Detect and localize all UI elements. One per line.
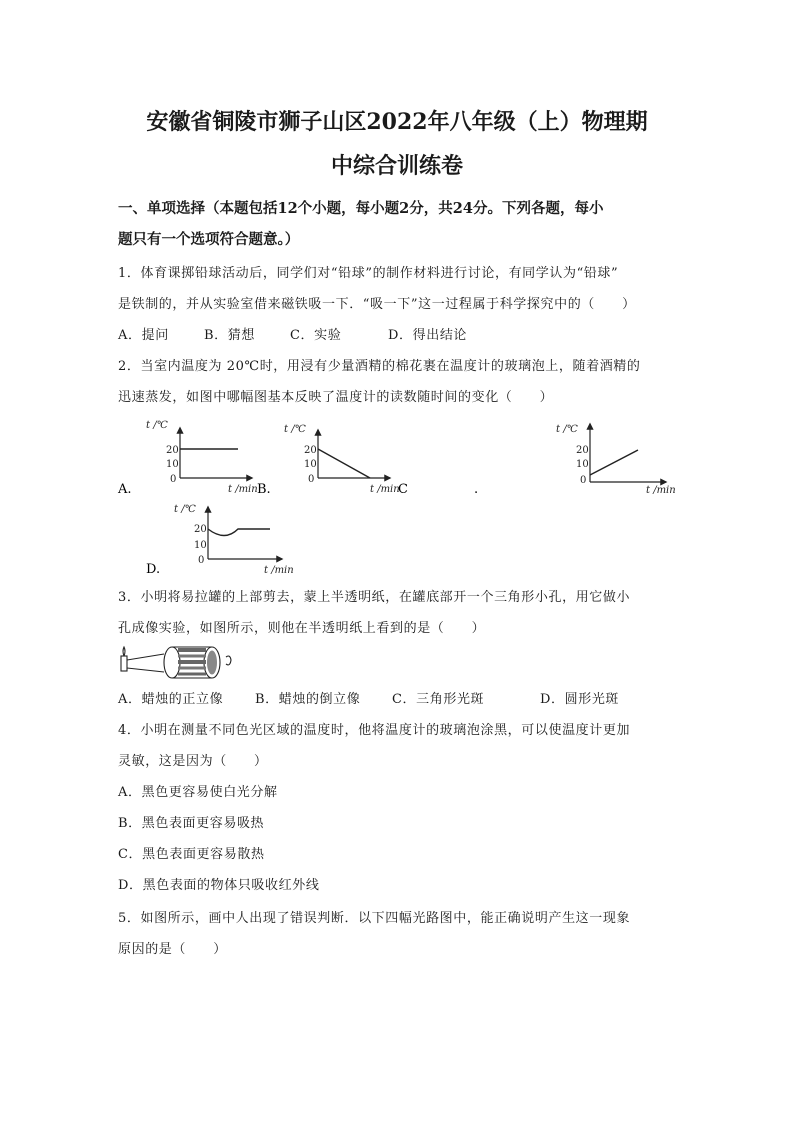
graph-c-tick-0: 0 bbox=[580, 475, 587, 486]
graph-b-tick-10: 10 bbox=[304, 459, 317, 470]
q1-line-2: 是铁制的，并从实验室借来磁铁吸一下．“吸一下”这一过程属于科学探究中的（ ） bbox=[118, 297, 636, 312]
graph-b bbox=[318, 430, 390, 478]
graph-c-x-label: t /min bbox=[646, 485, 676, 496]
section-line-2: 题只有一个选项符合题意。） bbox=[118, 231, 300, 248]
graph-d-tick-20: 20 bbox=[194, 524, 207, 535]
graph-b-tick-0: 0 bbox=[308, 474, 315, 485]
graph-d-tick-10: 10 bbox=[194, 540, 207, 551]
graph-d-x-label: t /min bbox=[264, 565, 294, 576]
title-line-1: 安徽省铜陵市狮子山区2022年八年级（上）物理期 bbox=[146, 109, 648, 135]
graph-b-x-label: t /min bbox=[370, 484, 400, 495]
q3-option-c: C．三角形光斑 bbox=[392, 692, 485, 707]
q3-options bbox=[118, 684, 680, 715]
graph-a-y-label: t /℃ bbox=[146, 420, 168, 431]
graph-a bbox=[180, 428, 252, 478]
q1-option-b: B．猜想 bbox=[204, 328, 255, 343]
can-icon bbox=[164, 647, 220, 678]
light-ray-bottom bbox=[127, 668, 164, 672]
q1-option-d: D．得出结论 bbox=[388, 328, 468, 343]
flame-icon bbox=[123, 647, 125, 656]
option-a-label: A. bbox=[118, 482, 132, 497]
q1-line-1: 1．体育课掷铅球活动后，同学们对“铅球”的制作材料进行讨论，有同学认为“铅球” bbox=[118, 266, 619, 281]
candle-icon bbox=[121, 656, 127, 671]
graph-d bbox=[208, 507, 282, 559]
q1-option-c: C．实验 bbox=[290, 328, 342, 343]
graph-d-y-label: t /℃ bbox=[174, 504, 196, 515]
question-4 bbox=[118, 715, 680, 901]
q4-option-b: B．黑色表面更容易吸热 bbox=[118, 816, 265, 831]
graph-d-tick-0: 0 bbox=[198, 555, 205, 566]
option-c-label: C bbox=[398, 482, 408, 497]
separator-dot: . bbox=[474, 482, 479, 497]
q3-option-b: B．蜡烛的倒立像 bbox=[255, 692, 361, 707]
title-line-2: 中综合训练卷 bbox=[330, 153, 463, 179]
q3-line-1: 3．小明将易拉罐的上部剪去，蒙上半透明纸，在罐底部开一个三角形小孔，用它做小 bbox=[118, 590, 631, 605]
q2-line-1: 2．当室内温度为 20℃时，用浸有少量酒精的棉花裹在温度计的玻璃泡上，随着酒精的 bbox=[118, 359, 641, 374]
option-b-label: B. bbox=[257, 482, 271, 497]
section-line-1: 一、单项选择（本题包括12个小题，每小题2分，共24分。下列各题，每小 bbox=[118, 200, 604, 217]
graph-a-tick-20: 20 bbox=[166, 445, 179, 456]
graph-c-curve bbox=[590, 450, 638, 475]
graph-b-y-label: t /℃ bbox=[284, 424, 306, 435]
pinhole-camera-figure bbox=[121, 647, 231, 678]
q5-line-1: 5．如图所示，画中人出现了错误判断．以下四幅光路图中，能正确说明产生这一现象 bbox=[118, 911, 631, 926]
graph-c bbox=[590, 424, 666, 482]
q5-line-2: 原因的是（ ） bbox=[118, 942, 227, 957]
question-5 bbox=[118, 903, 680, 965]
q4-option-a: A．黑色更容易使白光分解 bbox=[118, 785, 278, 800]
q4-option-d: D．黑色表面的物体只吸收红外线 bbox=[118, 878, 320, 893]
option-d-label: D. bbox=[146, 562, 161, 577]
q4-line-2: 灵敏，这是因为（ ） bbox=[118, 754, 268, 769]
q3-line-2: 孔成像实验，如图所示，则他在半透明纸上看到的是（ ） bbox=[118, 621, 486, 636]
light-ray-top bbox=[127, 654, 164, 660]
graph-b-tick-20: 20 bbox=[304, 445, 317, 456]
graph-c-tick-20: 20 bbox=[576, 445, 589, 456]
graph-b-curve bbox=[318, 449, 370, 478]
graph-c-y-label: t /℃ bbox=[556, 424, 578, 435]
graph-a-tick-0: 0 bbox=[170, 474, 177, 485]
question-3 bbox=[118, 582, 680, 644]
graph-c-tick-10: 10 bbox=[576, 459, 589, 470]
graph-d-curve bbox=[208, 529, 270, 536]
q2-line-2: 迅速蒸发，如图中哪幅图基本反映了温度计的读数随时间的变化（ ） bbox=[118, 390, 554, 405]
eye-icon bbox=[226, 656, 231, 665]
graph-a-tick-10: 10 bbox=[166, 459, 179, 470]
q4-line-1: 4．小明在测量不同色光区域的温度时，他将温度计的玻璃泡涂黑，可以使温度计更加 bbox=[118, 723, 631, 738]
q3-option-d: D．圆形光斑 bbox=[540, 692, 620, 707]
q1-option-a: A．提问 bbox=[118, 328, 169, 343]
q3-option-a: A．蜡烛的正立像 bbox=[118, 692, 224, 707]
graph-a-x-label: t /min bbox=[228, 484, 258, 495]
q4-option-c: C．黑色表面更容易散热 bbox=[118, 847, 265, 862]
